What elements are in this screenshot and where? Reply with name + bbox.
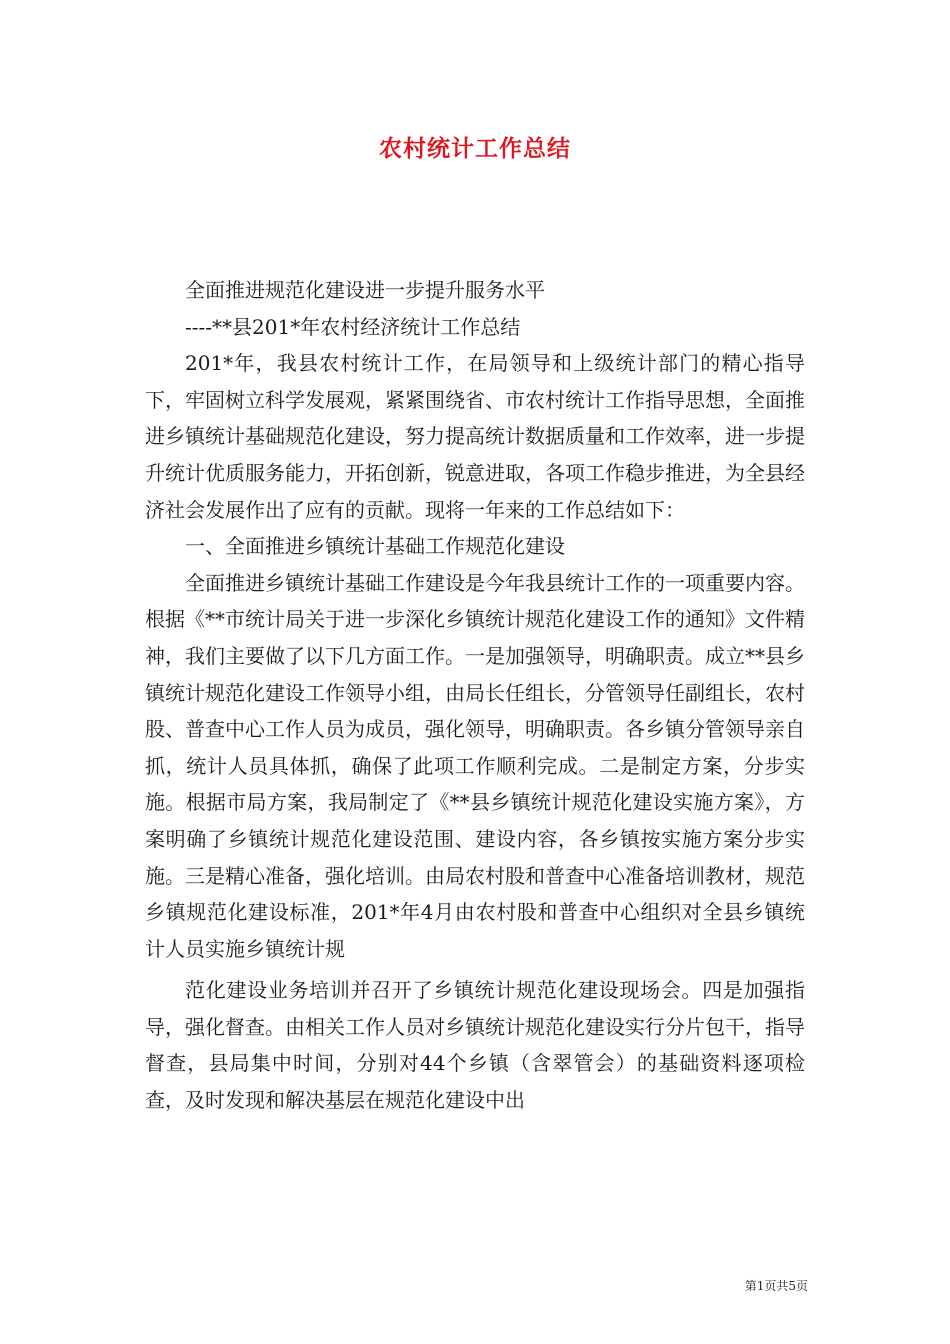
heading-line: 全面推进规范化建设进一步提升服务水平 <box>185 278 545 302</box>
intro-paragraph: 201*年，我县农村统计工作，在局领导和上级统计部门的精心指导下，牢固树立科学发展观，紧紧围绕省、市农村统计工作指导思想，全面推进乡镇统计基础规范化建设，努力提高统计数据质量和工作效率，进一步提升统计优质服务能力，开拓创新，锐意进取，各项工作稳步推进，为全县经济社会发展作出了应有的贡献。现将一年来的工作总结如下： <box>145 351 805 522</box>
page-number: 第1页共5页 <box>744 1279 808 1293</box>
subheading-line: ----**县201*年农村经济统计工作总结 <box>185 314 521 339</box>
body-paragraph: 全面推进乡镇统计基础工作建设是今年我县统计工作的一项重要内容。根据《**市统计局关于进一步深化乡镇统计规范化建设工作的通知》文件精神，我们主要做了以下几方面工作。一是加强领导，明确职责。成立**县乡镇统计规范化建设工作领导小组，由局长任组长，分管领导任副组长，农村股、普查中心工作人员为成员，强化领导，明确职责。各乡镇分管领导亲自抓，统计人员具体抓，确保了此项工作顺利完成。二是制定方案，分步实施。根据市局方案，我局制定了《**县乡镇统计规范化建设实施方案》，方案明确了乡镇统计规范化建设范围、建设内容，各乡镇按实施方案分步实施。三是精心准备，强化培训。由局农村股和普查中心准备培训教材，规范乡镇规范化建设标准，201*年4月由农村股和普查中心组织对全县乡镇统计人员实施乡镇统计规 <box>145 570 805 961</box>
body-paragraph: 范化建设业务培训并召开了乡镇统计规范化建设现场会。四是加强指导，强化督查。由相关工作人员对乡镇统计规范化建设实行分片包干，指导督查，县局集中时间，分别对44个乡镇（含翠管会）的基础资料逐项检查，及时发现和解决基层在规范化建设中出 <box>145 978 805 1113</box>
document-title: 农村统计工作总结 <box>379 135 571 162</box>
document-body <box>145 272 805 1119</box>
section-heading: 一、全面推进乡镇统计基础工作规范化建设 <box>185 534 565 559</box>
